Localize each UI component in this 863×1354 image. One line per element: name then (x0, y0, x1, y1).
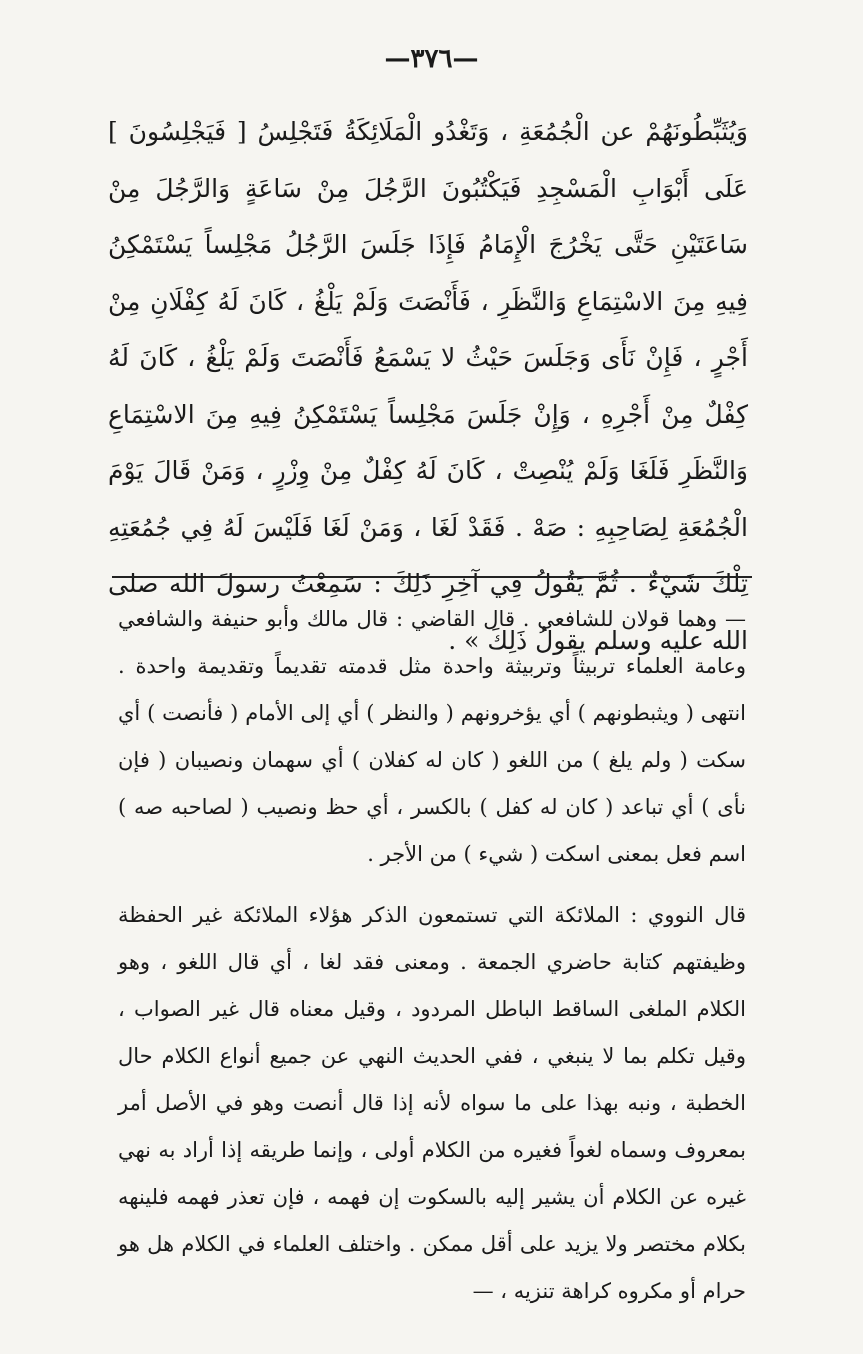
commentary-paragraph-2: قال النووي : الملائكة التي تستمعون الذكر هؤلاء الملائكة غير الحفظة وظيفتهم كتابة حاضري الجمعة . ومعنى فقد لغا ، أي قال اللغو ، وهو الكلام الملغى الساقط الباطل المردود ، وقيل معناه قال غير الصواب ، وقيل تكلم بما لا ينبغي ، ففي الحديث النهي عن جميع أنواع الكلام حال الخطبة ، ونبه بهذا على ما سواه لأنه إذا قال أنصت وهو في الأصل أمر بمعروف وسماه لغواً فغيره من الكلام أولى ، وإنما طريقه إذا أراد به نهي غيره عن الكلام أن يشير إليه بالسكوت إن فهمه ، فإن تعذر فهمه فلينهه بكلام مختصر ولا يزيد على أقل ممكن . واختلف العلماء في الكلام هل هو حرام أو مكروه كراهة تنزيه ، — (118, 903, 746, 1303)
page-number: —٣٧٦— (384, 44, 479, 74)
footnote-divider (112, 576, 752, 578)
commentary-paragraph-1: — وهما قولان للشافعي . قال القاضي : قال مالك وأبو حنيفة والشافعي وعامة العلماء تربيثاً وتربيثة واحدة مثل قدمته تقديماً وتقديمة واحدة . انتهى ( ويثبطونهم ) أي يؤخرونهم ( والنظر ) أي إلى الأمام ( فأنصت ) أي سكت ( ولم يلغ ) من اللغو ( كان له كفلان ) أي سهمان ونصيبان ( فإن نأى ) أي تباعد ( كان له كفل ) بالكسر ، أي حظ ونصيب ( لصاحبه صه ) اسم فعل بمعنى اسكت ( شيء ) من الأجر . (118, 607, 746, 866)
hadith-paragraph: وَيُثَبِّطُونَهُمْ عن الْجُمُعَةِ ، وَتَغْدُو الْمَلَائِكَةُ فَتَجْلِسُ [ فَيَجْلِسُونَ ] عَلَى أَبْوَابِ الْمَسْجِدِ فَيَكْتُبُونَ الرَّجُلَ مِنْ سَاعَةٍ وَالرَّجُلَ مِنْ سَاعَتَيْنِ حَتَّى يَخْرُجَ الْإِمَامُ فَإِذَا جَلَسَ الرَّجُلُ مَجْلِساً يَسْتَمْكِنُ فِيهِ مِنَ الاسْتِمَاعِ وَالنَّظَرِ ، فَأَنْصَتَ وَلَمْ يَلْغُ ، كَانَ لَهُ كِفْلَانِ مِنْ أَجْرٍ ، فَإِنْ نَأَى وَجَلَسَ حَيْثُ لا يَسْمَعُ فَأَنْصَتَ وَلَمْ يَلْغُ ، كَانَ لَهُ كِفْلٌ مِنْ أَجْرِهِ ، وَإِنْ جَلَسَ مَجْلِساً يَسْتَمْكِنُ فِيهِ مِنَ الاسْتِمَاعِ وَالنَّظَرِ فَلَغَا وَلَمْ يُنْصِتْ ، كَانَ لَهُ كِفْلٌ مِنْ وِزْرٍ ، وَمَنْ قَالَ يَوْمَ الْجُمُعَةِ لِصَاحِبِهِ : صَهْ . فَقَدْ لَغَا ، وَمَنْ لَغَا فَلَيْسَ لَهُ فِي جُمُعَتِهِ تِلْكَ شَيْءٌ . ثُمَّ يَقُولُ فِي آخِرِ ذَلِكَ : سَمِعْتُ رسولَ الله صلى الله عليه وسلم يقولُ ذَلِكَ » . (108, 117, 748, 655)
hadith-text (108, 104, 748, 669)
commentary-text (118, 596, 746, 1315)
